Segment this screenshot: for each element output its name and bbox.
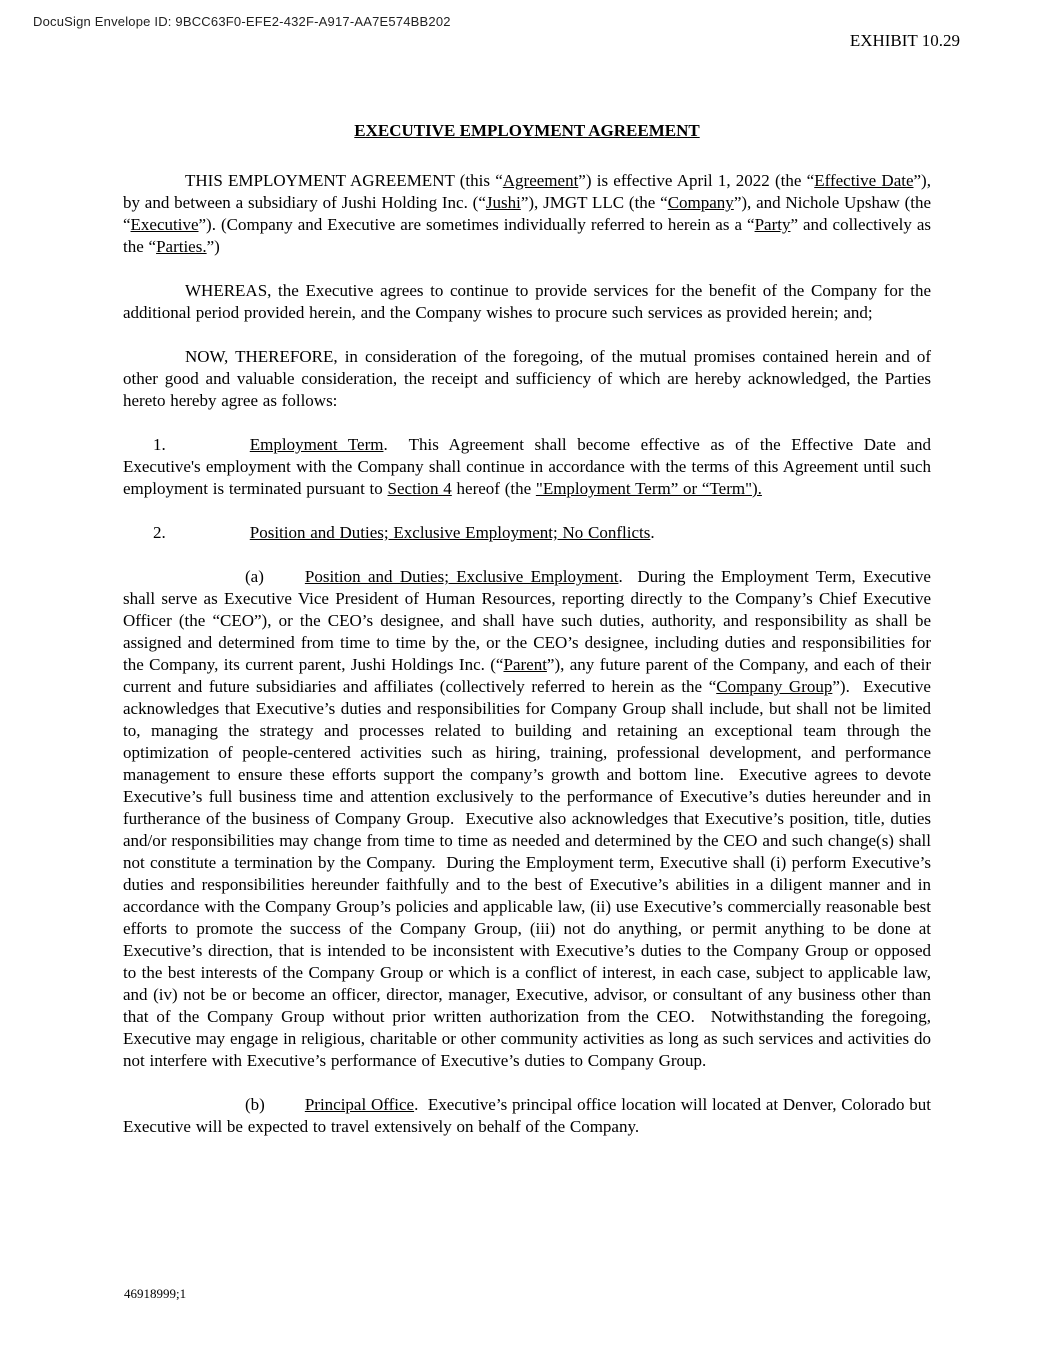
underlined-text-run: Position and Duties; Exclusive Employment; No Conflicts <box>249 523 651 542</box>
section-2b-principal-office <box>123 1094 931 1138</box>
now-therefore-paragraph <box>123 346 931 412</box>
text-run: (a) <box>245 567 264 586</box>
text-run: . This Agreement shall become effective as of the Effective Date and Executive's employment with the Company shall continue in accordance with the terms of this Agreement until such employment is terminated pursuant to <box>123 435 931 498</box>
underlined-text-run: Effective Date <box>814 171 914 190</box>
text-run: ”), any future parent of the Company, and each of their current and future subsidiaries and affiliates (collectively referred to herein as the “ <box>123 655 932 696</box>
text-run: THIS EMPLOYMENT AGREEMENT (this “ <box>185 171 503 190</box>
section-1-employment-term <box>123 434 931 500</box>
text-run: . <box>650 523 655 542</box>
underlined-text-run: Section 4 <box>387 479 452 498</box>
underlined-text-run: Principal Office <box>304 1095 415 1114</box>
text-run: ”) is effective April 1, 2022 (the “ <box>578 171 815 190</box>
underlined-text-run: Parties. <box>156 237 207 256</box>
footer-doc-number: 46918999;1 <box>124 1286 187 1301</box>
underlined-text-run: "Employment Term” or “Term"). <box>535 479 762 498</box>
section-2-heading <box>123 522 931 544</box>
underlined-text-run: Executive <box>130 215 199 234</box>
underlined-text-run: Party <box>754 215 791 234</box>
text-run: . Executive’s principal office location will located at Denver, Colorado but Executive will be expected to travel extensively on behalf of the Company. <box>123 1095 931 1136</box>
text-run: ”), and Nichole Upshaw (the “ <box>123 193 931 234</box>
text-run: (b) <box>245 1095 265 1114</box>
text-run: ”). (Company and Executive are sometimes individually referred to herein as a “ <box>198 215 755 234</box>
underlined-text-run: Employment Term <box>249 435 384 454</box>
underlined-text-run: Company Group <box>716 677 833 696</box>
text-run: 1. <box>153 435 166 454</box>
text-run: WHEREAS, the Executive agrees to continue to provide services for the benefit of the Company for the additional period provided herein, and the Company wishes to procure such services as provided herein; and; <box>123 281 931 322</box>
text-run: ”), by and between a subsidiary of Jushi Holding Inc. (“ <box>123 171 931 212</box>
text-run: ”). Executive acknowledges that Executive’s duties and responsibilities for Company Group shall include, but shall not be limited to, managing the strategy and processes related to building and retaining an exceptional team through the optimization of people-centered activities such as hiring, training, professional development, and performance management to ensure these efforts support the company’s growth and bottom line. Executive agrees to devote Executive’s full business time and attention exclusively to the performance of Executive’s duties hereunder and in furtherance of the business of Company Group. Executive also acknowledges that Executive’s position, title, duties and/or responsibilities may change from time to time as needed and determined by the CEO and such change(s) shall not constitute a termination by the Company. During the Employment term, Executive shall (i) perform Executive’s duties and responsibilities hereunder faithfully and to the best of Executive’s abilities in a diligent manner and in accordance with the Company Group’s policies and applicable law, (ii) use Executive’s commercially reasonable best efforts to promote the success of the Company Group, (iii) not do anything, or permit anything to be done at Executive’s direction, that is intended to be inconsistent with Executive’s duties to the Company Group or opposed to the best interests of the Company Group or which is a conflict of interest, in each case, subject to applicable law, and (iv) not be or become an officer, director, manager, Executive, advisor, or consultant of any business other than that of the Company Group without prior written authorization from the CEO. Notwithstanding the foregoing, Executive may engage in religious, charitable or other community activities as long as such services and activities do not interfere with Executive’s performance of Executive’s duties to Company Group. <box>123 677 931 1070</box>
exhibit-label: EXHIBIT 10.29 <box>849 31 960 50</box>
document-title: EXECUTIVE EMPLOYMENT AGREEMENT <box>354 121 700 140</box>
document-body <box>123 120 931 1160</box>
text-run: . During the Employment Term, Executive shall serve as Executive Vice President of Human Resources, reporting directly to the Company’s Chief Executive Officer (the “CEO”), or the CEO’s designee, and shall have such duties, authority, and responsibility as shall be assigned and determined from time to time by the, or the CEO’s designee, including duties and responsibilities for the Company, its current parent, Jushi Holdings Inc. (“ <box>123 567 931 674</box>
underlined-text-run: Position and Duties; Exclusive Employment <box>304 567 619 586</box>
section-2a-position-and-duties <box>123 566 931 1072</box>
text-run: NOW, THEREFORE, in consideration of the foregoing, of the mutual promises contained herein and of other good and valuable consideration, the receipt and sufficiency of which are hereby acknowledged, the Parties hereto hereby agree as follows: <box>123 347 931 410</box>
text-run: ”), JMGT LLC (the “ <box>520 193 668 212</box>
underlined-text-run: Company <box>667 193 734 212</box>
intro-paragraph <box>123 170 931 258</box>
whereas-paragraph <box>123 280 931 324</box>
underlined-text-run: Agreement <box>502 171 579 190</box>
underlined-text-run: Jushi <box>485 193 521 212</box>
text-run: hereof (the <box>451 479 536 498</box>
text-run: ” and collectively as the “ <box>123 215 931 256</box>
underlined-text-run: Parent <box>503 655 547 674</box>
text-run: ”) <box>206 237 220 256</box>
text-run: 2. <box>153 523 166 542</box>
docusign-envelope-id: DocuSign Envelope ID: 9BCC63F0-EFE2-432F-A917-AA7E574BB202 <box>33 14 451 29</box>
